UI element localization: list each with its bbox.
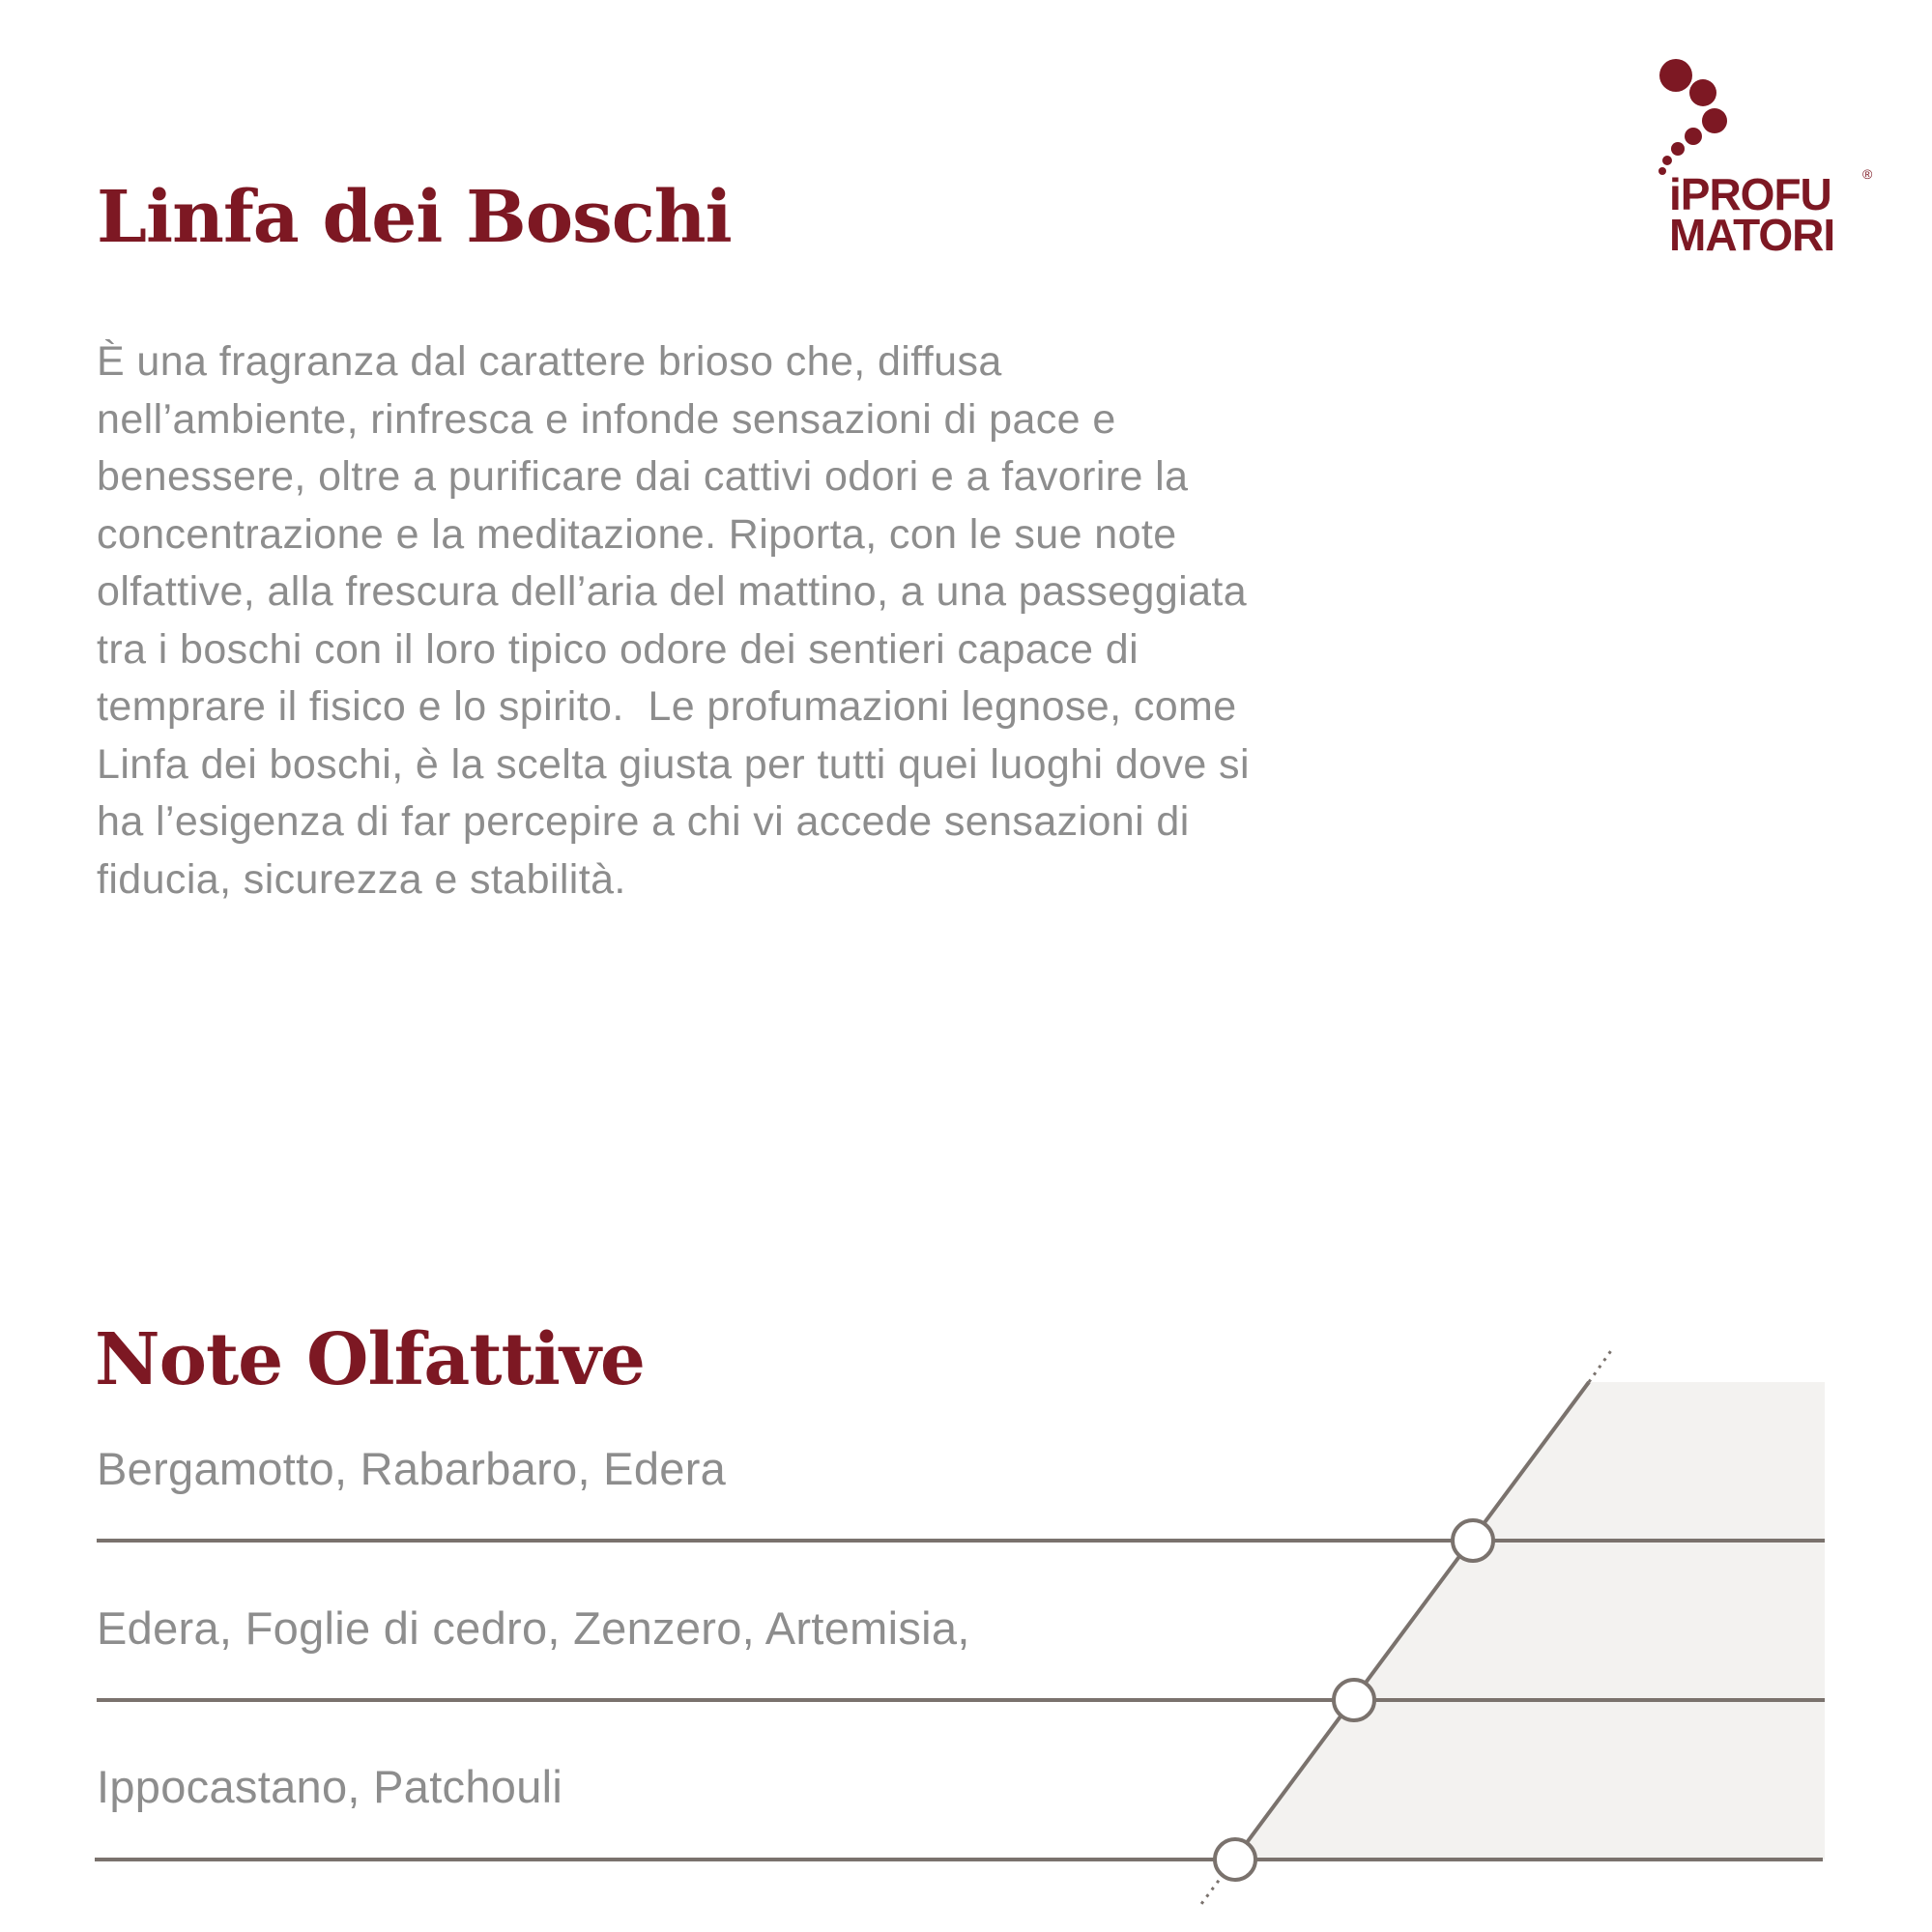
heart-notes: Edera, Foglie di cedro, Zenzero, Artemisia,	[97, 1602, 970, 1654]
slope-dotted-top	[1589, 1349, 1612, 1382]
brand-line-2: MATORI	[1669, 210, 1835, 260]
logo-bubbles-icon	[1658, 59, 1727, 175]
slope-dotted-bottom	[1201, 1860, 1234, 1904]
base-notes: Ippocastano, Patchouli	[97, 1761, 563, 1812]
product-title: Linfa dei Boschi	[97, 176, 732, 259]
note-marker-base	[1215, 1839, 1255, 1880]
brand-line-1: iPROFU	[1669, 169, 1831, 219]
top-notes: Bergamotto, Rabarbaro, Edera	[97, 1443, 727, 1494]
registered-mark: ®	[1862, 166, 1873, 182]
note-marker-top	[1453, 1520, 1493, 1561]
note-marker-heart	[1334, 1680, 1374, 1720]
notes-panel	[1234, 1382, 1825, 1860]
product-description: È una fragranza dal carattere brioso che, diffusa nell’ambiente, rinfresca e infonde sensazioni di pace e benessere, oltre a purificare dai cattivi odori e a favorire la concentrazione e la meditazione. Riporta, con le sue note olfattive, alla frescura dell’aria del mattino, a una passeggiata tra i boschi con il loro tipico odore dei sentieri capace di temprare il fisico e lo spirito. Le profumazioni legnose, come Linfa dei boschi, è la scelta giusta per tutti quei luoghi dove si ha l’esigenza di far percepire a chi vi accede sensazioni di fiducia, sicurezza e stabilità.	[97, 338, 1250, 903]
notes-heading: Note Olfattive	[95, 1318, 645, 1401]
brand-wordmark	[1669, 169, 1835, 260]
pyramid-slope	[1234, 1382, 1589, 1860]
